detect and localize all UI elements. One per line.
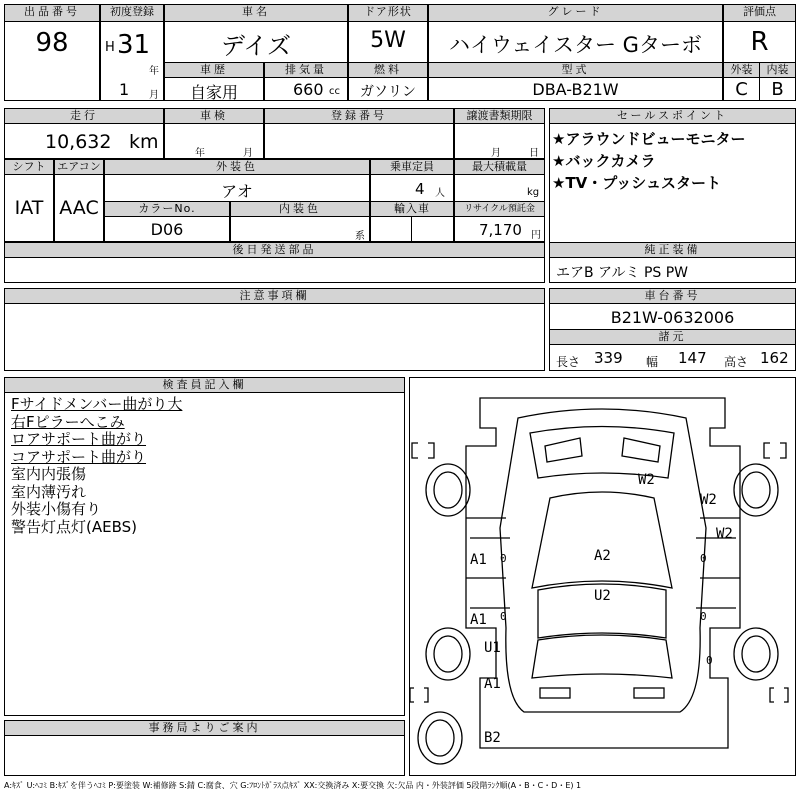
capacity-label: 乗車定員: [370, 159, 454, 175]
lot-number: 98: [35, 28, 69, 58]
mark-zero-3: 0: [700, 552, 707, 565]
mileage-unit: km: [129, 131, 159, 153]
inspector-note-line: 室内薄汚れ: [11, 482, 87, 501]
score-cell: [723, 21, 796, 63]
fuel-label: 燃料: [348, 62, 428, 78]
score-value: R: [750, 27, 769, 57]
mark-u2: U2: [594, 588, 611, 604]
era: H: [105, 40, 115, 55]
reg-no-cell: [264, 123, 454, 159]
length-label: 長さ: [556, 355, 581, 369]
import-cell-b: [411, 216, 454, 242]
inspection-label: 車検: [164, 108, 264, 124]
reg-no-label: 登録番号: [264, 108, 454, 124]
mileage-label: 走行: [4, 108, 164, 124]
legend: A:ｷｽﾞ U:ﾍｺﾐ B:ｷｽﾞを伴うﾍｺﾐ P:要塗装 W:補修跡 S:錆 C:腐食、穴 G:ﾌﾛﾝﾄｶﾞﾗｽ点ｷｽﾞ XX:交換済み X:要交換 欠:欠品 内・外装評価 5段階ﾗﾝｸ順(A・B・C・D・E) 1: [4, 781, 582, 790]
office-cell: [4, 735, 405, 776]
int-color-cell: [230, 216, 370, 242]
transfer-day-unit: 日: [529, 148, 539, 159]
door-cell: [348, 21, 428, 63]
interior-label: 内装: [759, 62, 796, 78]
first-reg-cell: [100, 21, 164, 101]
sales-points-cell: [549, 123, 796, 243]
chassis-value: B21W-0632006: [610, 308, 735, 327]
caution-label: 注意事項欄: [4, 288, 545, 304]
car-outline: [410, 378, 795, 775]
inspector-note-line: コアサポート曲がり: [11, 447, 147, 466]
mark-b2: B2: [484, 730, 501, 746]
inspector-notes: [11, 396, 182, 536]
transfer-month-unit: 月: [491, 148, 501, 159]
sales-point-1: ★アラウンドビューモニター: [552, 130, 746, 148]
ac-label: エアコン: [54, 159, 104, 175]
inspector-note-line: 右Fピラーへこみ: [11, 412, 125, 431]
equipment-label: 純正装備: [549, 242, 796, 258]
mark-a2: A2: [594, 548, 611, 564]
model-value: DBA-B21W: [532, 80, 619, 99]
history-label: 車歴: [164, 62, 264, 78]
inspector-note-line: 外装小傷有り: [11, 500, 102, 518]
color-no-cell: [104, 216, 230, 242]
capacity-unit: 人: [435, 188, 445, 199]
length-value: 339: [594, 349, 623, 367]
month-unit: 月: [149, 90, 159, 101]
mark-w2-right-b: W2: [716, 526, 733, 542]
mark-zero-2: 0: [500, 610, 507, 623]
year-unit: 年: [149, 66, 159, 77]
inspection-cell: [164, 123, 264, 159]
equipment-cell: [549, 257, 796, 283]
mark-a1-left-b: A1: [470, 612, 487, 628]
sales-points-label: セールスポイント: [549, 108, 796, 124]
displacement-value: 660: [293, 80, 324, 99]
mark-u1: U1: [484, 640, 501, 656]
ext-color-label: 外装色: [104, 159, 370, 175]
chassis-label: 車台番号: [549, 288, 796, 304]
history-value: 自家用: [189, 83, 238, 102]
model-cell: [428, 77, 723, 101]
transfer-cell: [454, 123, 545, 159]
sales-point-2: ★バックカメラ: [552, 152, 656, 170]
history-cell: [164, 77, 264, 101]
mark-w2-roof: W2: [638, 472, 655, 488]
inspector-note-line: Fサイドメンバー曲がり大: [11, 395, 183, 413]
damage-diagram: [409, 377, 796, 776]
inspector-note-line: 警告灯点灯(AEBS): [11, 517, 137, 536]
capacity-value: 4: [415, 180, 425, 198]
insp-year-unit: 年: [195, 148, 205, 159]
mark-zero-1: 0: [500, 552, 507, 565]
ext-color-cell: [104, 174, 370, 202]
recycle-unit: 円: [531, 230, 541, 241]
chassis-cell: [549, 303, 796, 330]
exterior-cell: [723, 77, 760, 101]
interior-cell: [759, 77, 796, 101]
mark-w2-right-a: W2: [700, 492, 717, 508]
shift-value: IAT: [14, 197, 44, 219]
recycle-label: リサイクル預託金: [454, 201, 545, 217]
car-name-label: 車名: [164, 4, 348, 22]
width-value: 147: [678, 349, 707, 367]
recycle-cell: [454, 216, 545, 242]
interior-value: B: [771, 79, 784, 100]
model-label: 型式: [428, 62, 723, 78]
later-parts-label: 後日発送部品: [4, 242, 545, 258]
max-load-unit: kg: [527, 187, 540, 198]
door-label: ドア形状: [348, 4, 428, 22]
recycle-value: 7,170: [479, 221, 522, 239]
import-cell-a: [370, 216, 412, 242]
insp-month-unit: 月: [243, 148, 253, 159]
mileage-value: 10,632: [45, 131, 112, 153]
reg-year: 31: [117, 30, 151, 60]
caution-cell: [4, 303, 545, 371]
exterior-value: C: [735, 79, 748, 100]
reg-month: 1: [119, 80, 130, 99]
max-load-label: 最大積載量: [454, 159, 545, 175]
dims-label: 諸元: [549, 329, 796, 345]
displacement-label: 排気量: [264, 62, 348, 78]
inspector-cell: [4, 392, 405, 716]
lot-label: 出品番号: [4, 4, 100, 22]
int-color-unit: 系: [355, 231, 365, 242]
transfer-label: 譲渡書類期限: [454, 108, 545, 124]
lot-cell: [4, 21, 100, 101]
fuel-value: ガソリン: [360, 84, 416, 100]
score-label: 評価点: [723, 4, 796, 22]
car-name: デイズ: [220, 32, 292, 60]
max-load-cell: [454, 174, 545, 202]
mileage-cell: [4, 123, 164, 159]
shift-label: シフト: [4, 159, 54, 175]
car-name-cell: [164, 21, 348, 63]
ext-color-value: アオ: [221, 182, 253, 201]
exterior-label: 外装: [723, 62, 760, 78]
mark-zero-4: 0: [700, 610, 707, 623]
grade-value: ハイウェイスター Gターボ: [449, 33, 702, 57]
import-label: 輸入車: [370, 201, 454, 217]
inspector-note-line: 室内内張傷: [11, 465, 87, 483]
color-no-label: カラーNo.: [104, 201, 230, 217]
displacement-cell: [264, 77, 348, 101]
inspector-note-line: ロアサポート曲がり: [11, 430, 147, 448]
displacement-unit: cc: [329, 86, 340, 97]
equipment-value: エアB アルミ PS PW: [556, 265, 689, 281]
sales-point-3: ★TV・プッシュスタート: [552, 174, 721, 192]
height-value: 162: [760, 349, 789, 367]
color-no-value: D06: [150, 220, 184, 239]
grade-cell: [428, 21, 723, 63]
mark-a1-left-a: A1: [470, 552, 487, 568]
int-color-label: 内装色: [230, 201, 370, 217]
dims-cell: [549, 344, 796, 371]
later-parts-cell: [4, 257, 545, 283]
inspector-label: 検査員記入欄: [4, 377, 405, 393]
height-label: 高さ: [724, 355, 749, 369]
mark-zero-5: 0: [706, 654, 713, 667]
capacity-cell: [370, 174, 454, 202]
mark-a1-left-c: A1: [484, 676, 501, 692]
grade-label: グレード: [428, 4, 723, 22]
first-reg-label: 初度登録: [100, 4, 164, 22]
sales-points-list: [552, 128, 745, 194]
shift-cell: [4, 174, 54, 242]
ac-value: AAC: [59, 197, 99, 219]
width-label: 幅: [646, 355, 659, 369]
ac-cell: [54, 174, 104, 242]
office-label: 事務局よりご案内: [4, 720, 405, 736]
fuel-cell: [348, 77, 428, 101]
door-value: 5W: [370, 28, 406, 53]
